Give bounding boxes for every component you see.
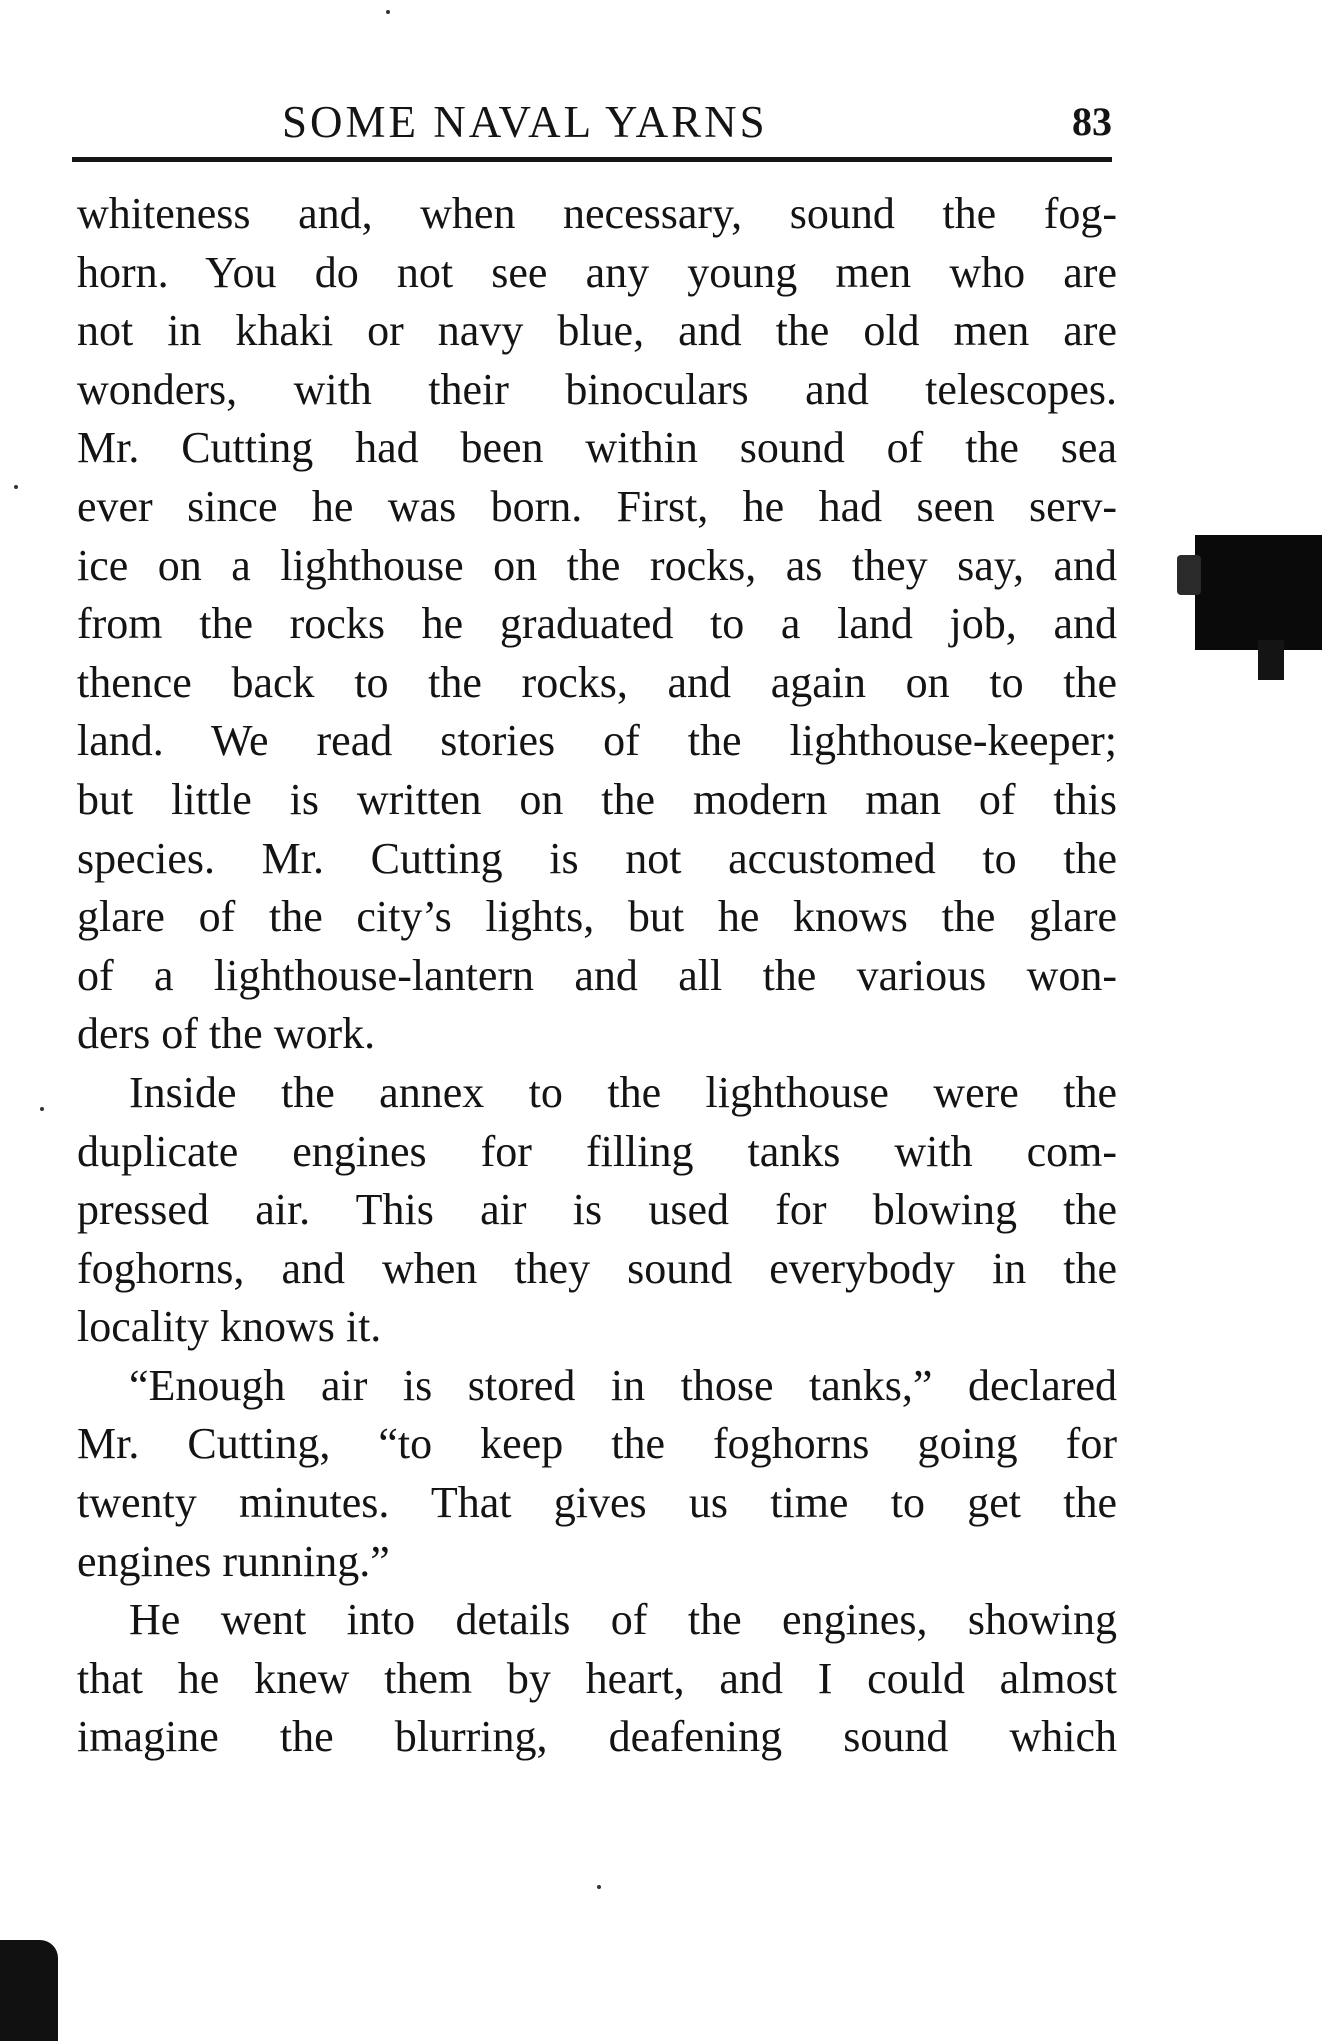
scan-bleed-mark (1195, 535, 1322, 650)
scan-corner-smudge (0, 1940, 58, 2041)
text-line: duplicate engines for filling tanks with com- (77, 1126, 1117, 1176)
text-line: Mr. Cutting, “to keep the foghorns going for (77, 1419, 1117, 1469)
text-line: from the rocks he graduated to a land job, and (77, 599, 1117, 649)
text-line: Mr. Cutting had been within sound of the sea (77, 423, 1117, 473)
text-line: foghorns, and when they sound everybody in the (77, 1243, 1117, 1293)
scan-bleed-tail (1258, 640, 1284, 680)
text-line: pressed air. This air is used for blowing the (77, 1185, 1117, 1235)
paragraph-first-line: “Enough air is stored in those tanks,” declared (129, 1360, 1117, 1410)
text-line: imagine the blurring, deafening sound which (77, 1712, 1117, 1762)
text-line: but little is written on the modern man of this (77, 774, 1117, 824)
scan-speck (386, 10, 390, 14)
scan-speck (597, 1885, 601, 1889)
text-line: not in khaki or navy blue, and the old men are (77, 306, 1117, 356)
text-line: twenty minutes. That gives us time to get the (77, 1478, 1117, 1528)
paragraph-first-line: He went into details of the engines, showing (129, 1595, 1117, 1645)
text-line: engines running.” (77, 1536, 390, 1586)
paragraph-first-line: Inside the annex to the lighthouse were the (129, 1067, 1117, 1117)
running-title: SOME NAVAL YARNS (282, 97, 768, 147)
text-line: wonders, with their binoculars and telescopes. (77, 364, 1117, 414)
text-line: of a lighthouse-lantern and all the various won- (77, 950, 1117, 1000)
text-line: land. We read stories of the lighthouse-keeper; (77, 716, 1117, 766)
text-line: whiteness and, when necessary, sound the fog- (77, 189, 1117, 238)
text-line: species. Mr. Cutting is not accustomed to the (77, 833, 1117, 883)
text-line: ice on a lighthouse on the rocks, as they say, and (77, 540, 1117, 590)
text-line: thence back to the rocks, and again on to the (77, 657, 1117, 707)
scan-speck (14, 485, 18, 489)
header-rule (72, 157, 1112, 162)
scan-speck (40, 1107, 44, 1111)
text-line: ders of the work. (77, 1009, 376, 1059)
text-line: ever since he was born. First, he had seen serv- (77, 481, 1117, 531)
body-text (77, 185, 1117, 1767)
text-line: horn. You do not see any young men who are (77, 247, 1117, 297)
text-line: that he knew them by heart, and I could almost (77, 1653, 1117, 1703)
running-head (72, 92, 1112, 152)
text-line: glare of the city’s lights, but he knows the glare (77, 892, 1117, 942)
page-number: 83 (1072, 99, 1112, 144)
text-line: locality knows it. (77, 1302, 382, 1352)
